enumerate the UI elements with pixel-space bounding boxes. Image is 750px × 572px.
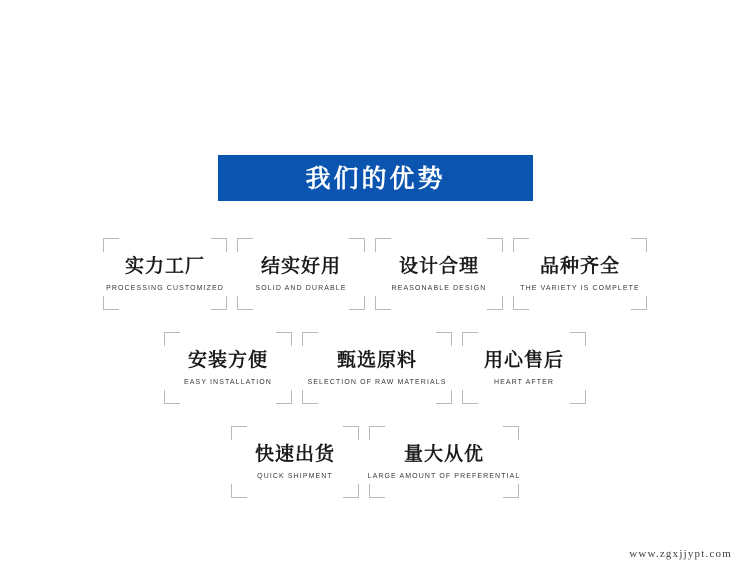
frame-mask-right <box>357 440 360 484</box>
frame-mask-left <box>163 346 166 390</box>
advantage-subtitle: QUICK SHIPMENT <box>257 472 333 480</box>
frame-mask-bottom <box>318 402 436 405</box>
frame-mask-left <box>301 346 304 390</box>
frame-mask-top <box>391 237 487 240</box>
frame-mask-right <box>225 252 228 296</box>
advantage-card <box>237 238 365 310</box>
advantage-card <box>103 238 227 310</box>
advantage-title: 结实好用 <box>260 254 341 277</box>
frame-mask-left <box>512 252 515 296</box>
advantage-title: 用心售后 <box>483 348 564 371</box>
advantages-grid <box>0 238 750 498</box>
advantage-card <box>302 332 452 404</box>
frame-mask-top <box>119 237 211 240</box>
frame-mask-bottom <box>478 402 570 405</box>
advantage-card <box>164 332 292 404</box>
advantages-row-2 <box>0 332 750 404</box>
advantage-title: 安装方便 <box>187 348 268 371</box>
frame-mask-top <box>253 237 349 240</box>
frame-mask-right <box>450 346 453 390</box>
frame-mask-bottom <box>119 308 211 311</box>
frame-mask-right <box>290 346 293 390</box>
advantage-card <box>369 426 519 498</box>
frame-mask-bottom <box>253 308 349 311</box>
frame-mask-left <box>102 252 105 296</box>
advantage-subtitle: SELECTION OF RAW MATERIALS <box>307 378 447 386</box>
frame-mask-bottom <box>180 402 276 405</box>
advantage-card <box>513 238 647 310</box>
frame-mask-right <box>501 252 504 296</box>
frame-mask-top <box>529 237 631 240</box>
frame-mask-top <box>478 331 570 334</box>
frame-mask-left <box>461 346 464 390</box>
frame-mask-right <box>363 252 366 296</box>
advantage-title: 量大从优 <box>403 442 484 465</box>
advantages-row-1 <box>0 238 750 310</box>
frame-mask-right <box>584 346 587 390</box>
frame-mask-bottom <box>247 496 343 499</box>
advantage-title: 快速出货 <box>254 442 335 465</box>
advantage-subtitle: THE VARIETY IS COMPLETE <box>520 284 640 292</box>
advantages-row-3 <box>0 426 750 498</box>
advantage-card <box>231 426 359 498</box>
frame-mask-left <box>374 252 377 296</box>
frame-mask-top <box>180 331 276 334</box>
advantage-title: 甄选原料 <box>336 348 417 371</box>
advantage-card <box>375 238 503 310</box>
advantage-subtitle: LARGE AMOUNT OF PREFERENTIAL <box>367 472 521 480</box>
advantage-card <box>462 332 586 404</box>
frame-mask-right <box>645 252 648 296</box>
advantage-subtitle: EASY INSTALLATION <box>184 378 272 386</box>
advantage-subtitle: HEART AFTER <box>493 378 555 386</box>
frame-mask-bottom <box>391 308 487 311</box>
site-watermark: www.zgxjjypt.com <box>629 548 732 560</box>
advantage-subtitle: PROCESSING CUSTOMIZED <box>106 284 224 292</box>
advantage-subtitle: SOLID AND DURABLE <box>255 284 347 292</box>
frame-mask-top <box>318 331 436 334</box>
section-title-banner <box>218 155 533 201</box>
frame-mask-top <box>385 425 503 428</box>
frame-mask-bottom <box>529 308 631 311</box>
frame-mask-top <box>247 425 343 428</box>
advantage-subtitle: REASONABLE DESIGN <box>391 284 487 292</box>
advantage-title: 实力工厂 <box>124 254 205 277</box>
advantage-title: 设计合理 <box>398 254 479 277</box>
advantage-title: 品种齐全 <box>539 254 620 277</box>
frame-mask-bottom <box>385 496 503 499</box>
frame-mask-left <box>230 440 233 484</box>
page-title: 我们的优势 <box>305 163 446 193</box>
frame-mask-left <box>236 252 239 296</box>
